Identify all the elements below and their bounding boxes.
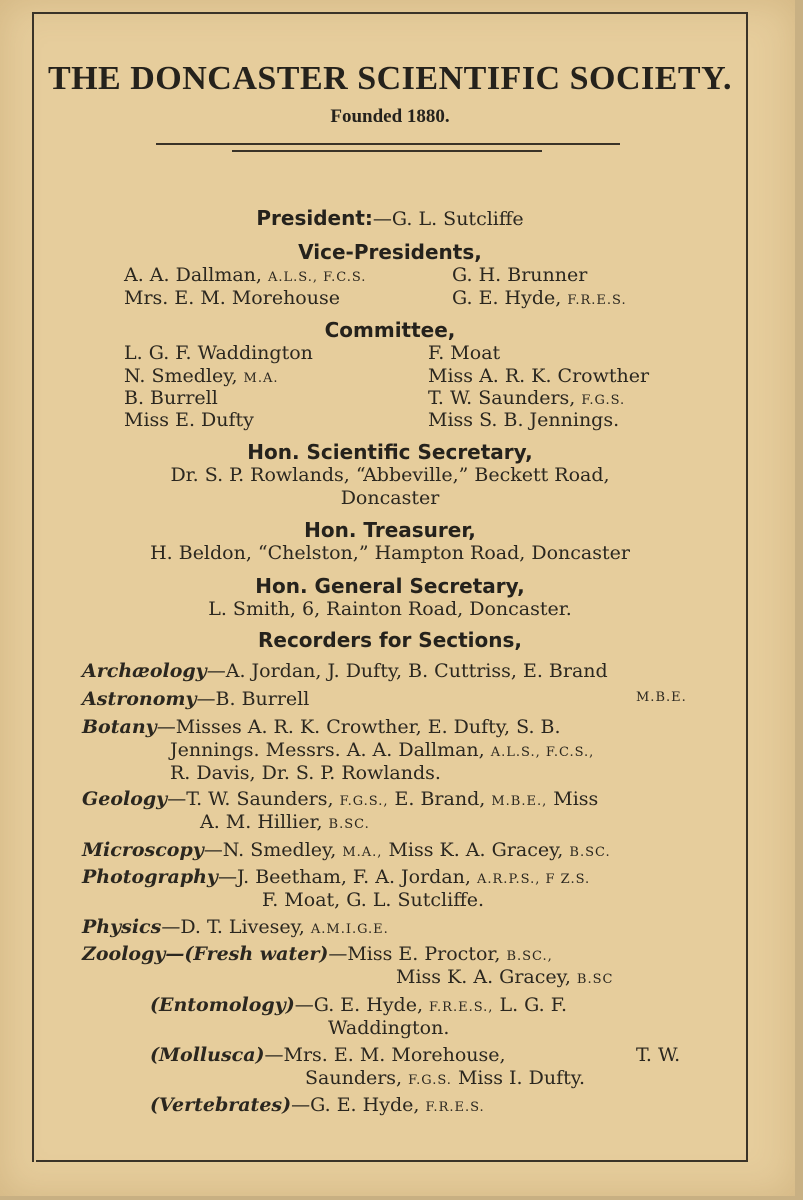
scientific-secretary-heading: Hon. Scientific Secretary, xyxy=(247,440,533,464)
vice-presidents-heading: Vice-Presidents, xyxy=(298,240,482,264)
treasurer-heading: Hon. Treasurer, xyxy=(304,518,476,542)
zoology-line-1: Zoology—(Fresh water)—Miss E. Proctor, B.SC., xyxy=(82,943,553,965)
scientific-secretary-address: Dr. S. P. Rowlands, “Abbeville,” Beckett Road, xyxy=(170,464,610,486)
president-line xyxy=(34,206,746,230)
treasurer-address: H. Beldon, “Chelston,” Hampton Road, Doncaster xyxy=(150,542,630,564)
committee-left-1: L. G. F. Waddington xyxy=(124,342,313,364)
astronomy-line: Astronomy—B. Burrell xyxy=(82,688,310,710)
photography-line-2: F. Moat, G. L. Sutcliffe. xyxy=(262,889,484,911)
founded-line: Founded 1880. xyxy=(330,106,450,127)
general-secretary-heading: Hon. General Secretary, xyxy=(255,574,525,598)
botany-line-1: Botany—Misses A. R. K. Crowther, E. Dufty, S. B. xyxy=(82,716,561,738)
committee-left-3: B. Burrell xyxy=(124,387,218,409)
vertebrates-line: (Vertebrates)—G. E. Hyde, F.R.E.S. xyxy=(150,1094,485,1116)
recorders-heading: Recorders for Sections, xyxy=(257,628,523,652)
page-title: THE DONCASTER SCIENTIFIC SOCIETY. xyxy=(47,60,733,97)
vp-right-2: G. E. Hyde, F.R.E.S. xyxy=(452,287,627,309)
zoology-line-2: Miss K. A. Gracey, B.SC xyxy=(396,966,614,988)
committee-heading: Committee, xyxy=(324,318,456,342)
committee-right-3: T. W. Saunders, F.G.S. xyxy=(428,387,626,409)
entomology-line-1: (Entomology)—G. E. Hyde, F.R.E.S., L. G. F. xyxy=(150,994,568,1016)
general-secretary-address: L. Smith, 6, Rainton Road, Doncaster. xyxy=(208,598,572,620)
mollusca-line-2: Saunders, F.G.S. Miss I. Dufty. xyxy=(305,1067,586,1089)
bottom-rule xyxy=(36,1160,748,1162)
committee-right-4: Miss S. B. Jennings. xyxy=(428,409,620,431)
committee-left-4: Miss E. Dufty xyxy=(124,409,254,431)
entomology-line-2: Waddington. xyxy=(328,1017,450,1039)
vp-left-2: Mrs. E. M. Morehouse xyxy=(124,287,340,309)
botany-line-2: Jennings. Messrs. A. A. Dallman, A.L.S., F.C.S., xyxy=(170,739,595,761)
divider xyxy=(156,143,620,145)
committee-left-2: N. Smedley, M.A. xyxy=(124,365,279,387)
committee-right-2: Miss A. R. K. Crowther xyxy=(428,365,650,387)
geology-line-2: A. M. Hillier, B.SC. xyxy=(200,811,370,833)
mollusca-line-1: (Mollusca)—Mrs. E. M. Morehouse, xyxy=(150,1044,506,1066)
scientific-secretary-town: Doncaster xyxy=(340,487,440,509)
mollusca-line-1-end: T. W. xyxy=(636,1044,681,1066)
archaeology-line: Archæology—A. Jordan, J. Dufty, B. Cuttriss, E. Brand xyxy=(82,660,608,682)
vp-left-1: A. A. Dallman, A.L.S., F.C.S. xyxy=(124,264,367,286)
divider xyxy=(232,150,542,152)
committee-right-1: F. Moat xyxy=(428,342,501,364)
president-name: —G. L. Sutcliffe xyxy=(372,208,524,230)
photography-line-1: Photography—J. Beetham, F. A. Jordan, A.R.P.S., F Z.S. xyxy=(82,866,591,888)
vp-right-1: G. H. Brunner xyxy=(452,264,588,286)
microscopy-line: Microscopy—N. Smedley, M.A., Miss K. A. Gracey, B.SC. xyxy=(82,839,611,861)
botany-line-3: R. Davis, Dr. S. P. Rowlands. xyxy=(170,762,441,784)
physics-line: Physics—D. T. Livesey, A.M.I.G.E. xyxy=(82,916,389,938)
geology-line-1: Geology—T. W. Saunders, F.G.S., E. Brand, M.B.E., Miss xyxy=(82,788,599,810)
astronomy-suffix: M.B.E. xyxy=(636,690,687,705)
president-label: President: xyxy=(256,206,373,230)
